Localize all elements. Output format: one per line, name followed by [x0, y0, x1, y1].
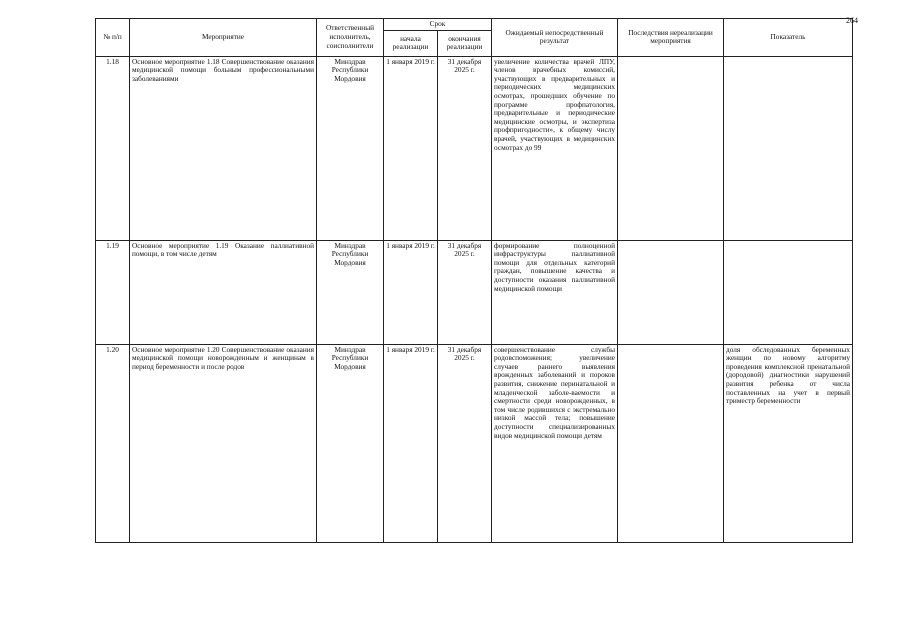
header-term: Срок	[384, 19, 492, 31]
row-num: 1.18	[96, 56, 130, 240]
row-indicator	[724, 240, 853, 344]
row-consequences	[618, 344, 724, 542]
header-responsible: Ответственный исполнитель, соисполнители	[317, 19, 384, 57]
row-start: 1 января 2019 г.	[384, 56, 438, 240]
header-consequences: Последствия нереализации мероприятия	[618, 19, 724, 57]
row-end: 31 декабря 2025 г.	[438, 240, 492, 344]
table-row	[96, 240, 853, 344]
row-event: Основное мероприятие 1.19 Оказание паллиативной помощи, в том числе детям	[130, 240, 317, 344]
row-start: 1 января 2019 г.	[384, 344, 438, 542]
header-num: № п/п	[96, 19, 130, 57]
row-result: увеличение количества врачей ЛПУ, членов врачебных комиссий, участвующих в предварительных и периодических медицинских осмотрах, прошедших обучение по программе профпатология, предварительные и периодические медицинские осмотры, и экспертиза профпригодности», к общему числу врачей, участвующих в медицинских осмотрах до 99	[492, 56, 618, 240]
row-event: Основное мероприятие 1.18 Совершенствование оказания медицинской помощи больным профессиональными заболеваниями	[130, 56, 317, 240]
header-term-start: начала реализации	[384, 30, 438, 56]
row-indicator	[724, 56, 853, 240]
row-result: формирование полноценной инфраструктуры паллиативной помощи для отдельных категорий граждан, повышение качества и доступности оказания паллиативной медицинской помощи	[492, 240, 618, 344]
row-end: 31 декабря 2025 г.	[438, 56, 492, 240]
measures-table	[95, 18, 853, 543]
header-event: Мероприятие	[130, 19, 317, 57]
row-end: 31 декабря 2025 г.	[438, 344, 492, 542]
row-responsible: Минздрав Республики Мордовия	[317, 56, 384, 240]
row-num: 1.19	[96, 240, 130, 344]
row-num: 1.20	[96, 344, 130, 542]
table-header-row	[96, 19, 853, 31]
header-indicator: Показатель	[724, 19, 853, 57]
header-term-end: окончания реализации	[438, 30, 492, 56]
table-row	[96, 56, 853, 240]
row-responsible: Минздрав Республики Мордовия	[317, 240, 384, 344]
row-start: 1 января 2019 г.	[384, 240, 438, 344]
page-number: 264	[846, 16, 858, 25]
table-row	[96, 344, 853, 542]
header-result: Ожидаемый непосредственный результат	[492, 19, 618, 57]
row-responsible: Минздрав Республики Мордовия	[317, 344, 384, 542]
row-consequences	[618, 56, 724, 240]
row-consequences	[618, 240, 724, 344]
row-result: совершенствование службы родовспоможения; увеличение случаев раннего выявления врожденных заболеваний и пороков развития, снижение перинатальной и младенческой заболе-ваемости и смертности среди новорожденных, в том числе родившихся с экстремально низкой массой тела; повышение доступности специализированных видов медицинской помощи детям	[492, 344, 618, 542]
row-indicator: доля обследованных беременных женщин по новому алгоритму проведения комплексной пренатальной (дородовой) диагностики нарушений развития ребенка от числа поставленных на учет в первый триместр беременности	[724, 344, 853, 542]
row-event: Основное мероприятие 1.20 Совершенствование оказания медицинской помощи новорожденным и женщинам в период беременности и после родов	[130, 344, 317, 542]
